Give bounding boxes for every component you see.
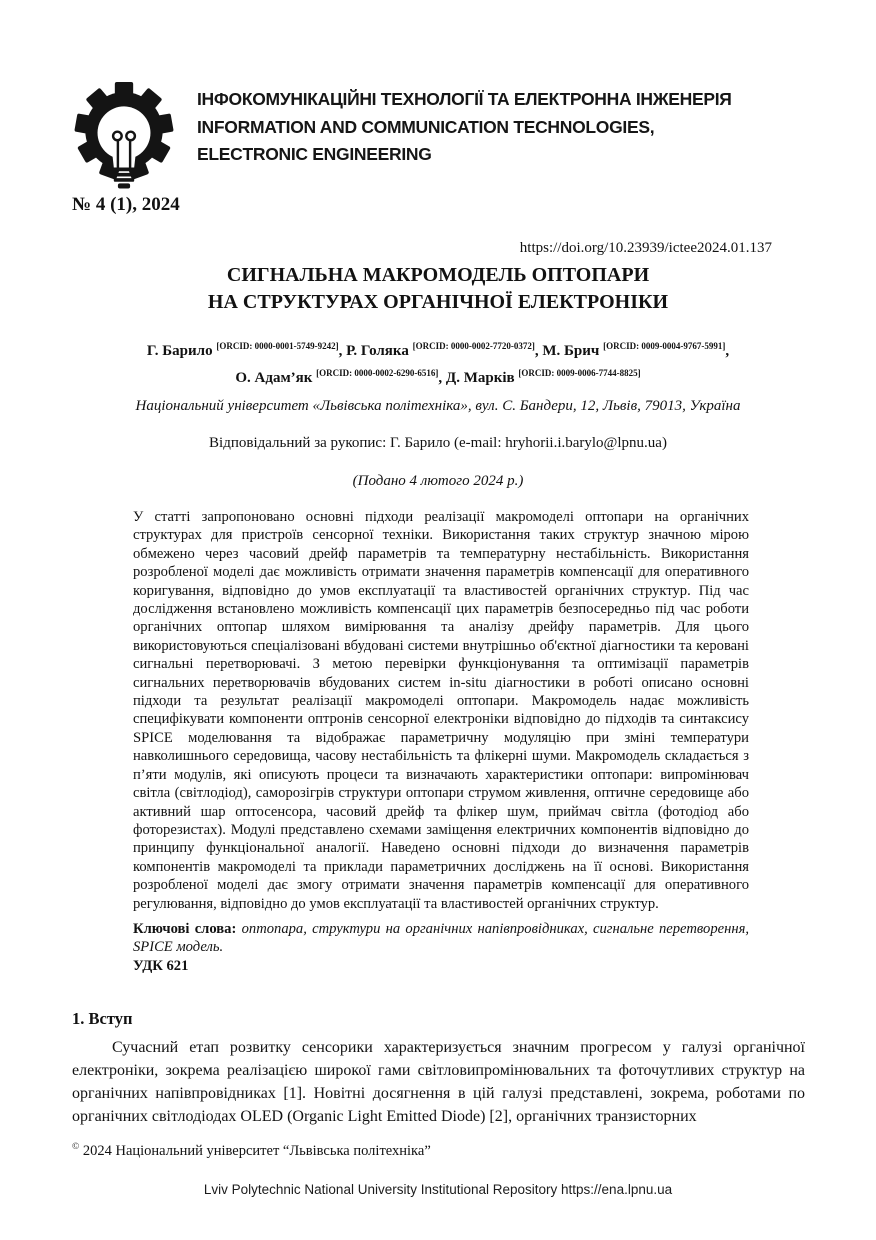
copyright-symbol: © <box>72 1142 80 1152</box>
author-1: Г. Барило [ORCID: 0000-0001-5749-9242], <box>146 341 347 359</box>
article-title-line2: НА СТРУКТУРАХ ОРГАНІЧНОЇ ЕЛЕКТРОНІКИ <box>207 291 669 313</box>
udc-code: УДК 621 <box>133 957 189 974</box>
copyright-line <box>72 1142 431 1160</box>
abstract-block <box>133 508 749 975</box>
abstract-text: У статті запропоновано основні підходи реалізації макромоделі оптопари на органічних структурах для пристроїв сенсорної техніки. Використання таких структур значною мірою обмежено через часовий дрейф параметрів та температурну нестабільність. Використання розробленої моделі дає можливість отримати значення параметрів компенсації для оперативного коригування, відповідно до умов експлуатації та властивостей органічних структур. Під час дослідження встановлено можливість компенсації цих параметрів безпосередньо під час роботи органічних оптопар шляхом вимірювання та аналізу дрейфу параметрів. Для цього використовуються спеціалізовані вбудовані системи внутрішньо об'єктної діагностики та керовані сигнальні перетворювачі. З метою перевірки функціонування та оптимізації параметрів сигнальних перетворювачів вбудованих систем in-situ діагностики в роботі описано основні підходи та результат реалізації макромоделі оптопари. Макромодель надає можливість специфікувати компоненти оптронів сенсорної електроніки відповідно до підходів та синтаксису SPICE моделювання та відображає параметричну модуляцію при зміні температури навколишнього середовища, часову нестабільність та флікерні шуми. Макромодель складається з п’яти модулів, які описують процеси та визначають характеристики оптопари: випромінювач світла (світлодіод), саморозігрів структури оптопари струмом живлення, оптичне середовище або активний шар оптосенсора, часовий дрейф та флікер шум, приймач світла (фотодіод або фоторезистах). Модулі представлено схемами заміщення електричних компонентів відповідно до принципу функціональної аналогії. Наведено основні підходи до визначення параметрів компонентів макромоделі та приклади параметричних досліджень на її основі. Використання розробленої моделі дає змогу отримати значення параметрів компенсації для оперативного регулювання, відповідно до умов експлуатації та властивостей органічних структур. <box>133 509 749 912</box>
doi-link: https://doi.org/10.23939/ictee2024.01.137 <box>519 240 772 256</box>
keywords-label: Ключові слова: <box>133 920 237 937</box>
author-3: М. Брич [ORCID: 0009-0004-9767-5991], <box>542 341 730 359</box>
affiliation: Національний університет «Львівська політехніка», вул. С. Бандери, 12, Львів, 79013, Україна <box>135 398 741 414</box>
corresponding-author: Відповідальний за рукопис: Г. Барило (e-mail: hryhorii.i.barylo@lpnu.ua) <box>209 435 667 451</box>
section-heading-intro: 1. Вступ <box>72 1009 133 1028</box>
submission-date: (Подано 4 лютого 2024 р.) <box>352 473 524 489</box>
authors-line-container <box>0 335 876 389</box>
article-title-line1: СИГНАЛЬНА МАКРОМОДЕЛЬ ОПТОПАРИ <box>226 264 650 286</box>
author-5: Д. Марків [ORCID: 0009-0006-7744-8825] <box>445 368 641 386</box>
author-2: Р. Голяка [ORCID: 0000-0002-7720-0372], <box>346 341 543 359</box>
keywords-line <box>133 920 749 957</box>
journal-logo <box>73 82 175 194</box>
author-2-orcid: [ORCID: 0000-0002-7720-0372] <box>412 341 535 351</box>
article-title <box>0 262 876 316</box>
intro-paragraph: Сучасний етап розвитку сенсорики характеризується значним прогресом у галузі органічної електроніки, зокрема реалізацією широкої гами світловипромінювальних та фоточутливих структур на органічних напівпровідниках [1]. Новітні досягнення в цій галузі представлені, зокрема, роботами по органічних світлодіодах OLED (Organic Light Emitted Diode) [2], органічних транзисторних <box>72 1039 805 1125</box>
gear-lightbulb-icon <box>73 82 175 194</box>
issue-number: № 4 (1), 2024 <box>72 194 180 215</box>
journal-title-en-line2: ELECTRONIC ENGINEERING <box>197 144 432 164</box>
author-1-orcid: [ORCID: 0000-0001-5749-9242] <box>216 341 339 351</box>
author-4-orcid: [ORCID: 0000-0002-6290-6516] <box>316 368 439 378</box>
journal-title-block <box>197 86 797 169</box>
journal-title-uk: ІНФОКОМУНІКАЦІЙНІ ТЕХНОЛОГІЇ ТА ЕЛЕКТРОННА ІНЖЕНЕРІЯ <box>197 89 732 109</box>
author-4: О. Адам’як [ORCID: 0000-0002-6290-6516], <box>235 368 446 386</box>
journal-title-en-line1: INFORMATION AND COMMUNICATION TECHNOLOGIES, <box>197 116 655 137</box>
repository-footer: Lviv Polytechnic National University Institutional Repository https://ena.lpnu.ua <box>203 1182 673 1197</box>
author-3-orcid: [ORCID: 0009-0004-9767-5991] <box>603 341 726 351</box>
intro-section <box>72 1036 805 1128</box>
author-5-orcid: [ORCID: 0009-0006-7744-8825] <box>518 368 641 378</box>
keywords-text: оптопара, структури на органічних напівпровідниках, сигнальне перетворення, SPICE модель. <box>133 920 750 956</box>
copyright-text: 2024 Національний університет “Львівська політехніка” <box>82 1142 431 1159</box>
